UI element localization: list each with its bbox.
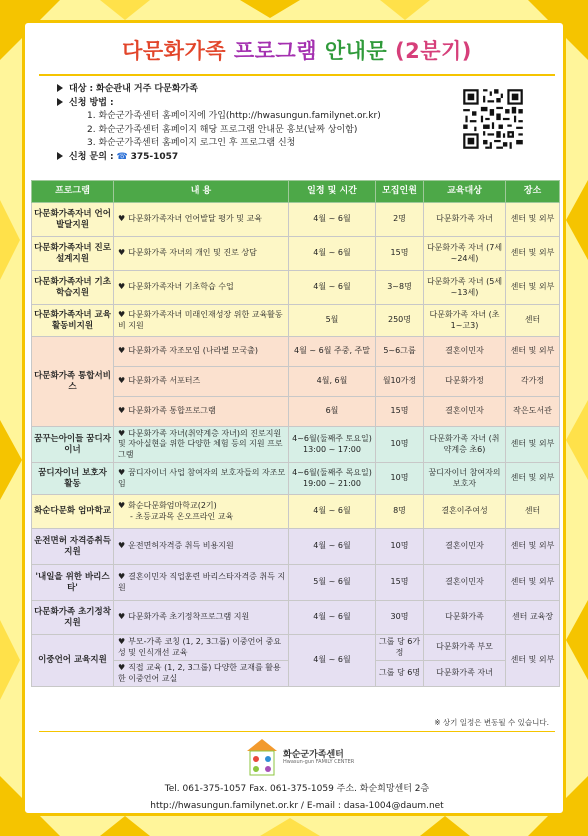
heart-icon: ♥ [118,541,126,551]
program-target: 다문화가족 [424,601,506,635]
heart-icon: ♥ [118,663,126,672]
heart-icon: ♥ [118,282,126,292]
program-place: 센터 및 외부 [506,271,560,305]
program-count: 그룹 당 6가정 [376,635,424,661]
phone-icon: ☎ [116,151,128,162]
program-count: 10명 [376,529,424,565]
program-target: 다문화가족 자녀 (초1~고3) [424,305,506,337]
program-target: 결혼이민자 [424,565,506,601]
title-part-multicultural: 다문화가족 [122,39,227,63]
program-name: 다문화가족자녀 교육활동비지원 [32,305,114,337]
program-schedule: 4월 ~ 6월 [289,495,376,529]
program-place: 센터 및 외부 [506,203,560,237]
method-step-1: 1. 화순군가족센터 홈페이지에 가입(http://hwasungun.familynet.or.kr) [87,111,381,121]
org-name: 화순군가족센터 [283,750,344,760]
header-content: 내 용 [114,181,289,203]
content-text: 다문화가족자녀 기초학습 수업 [128,282,234,292]
content-text: 다문화가족 초기정착프로그램 지원 [128,612,250,622]
program-content [114,529,289,565]
header-place: 장소 [506,181,560,203]
program-count: 8명 [376,495,424,529]
program-target: 결혼이주여성 [424,495,506,529]
program-content [114,305,289,337]
program-name: 꿈디자이너 보호자 활동 [32,463,114,495]
program-schedule: 4월 ~ 6월 [289,601,376,635]
page-title [25,35,569,65]
table-row [32,337,560,367]
header-schedule: 일정 및 시간 [289,181,376,203]
program-count: 15명 [376,565,424,601]
content-text: 꿈디자이너 사업 참여자의 보호자들의 자조모임 [118,468,286,488]
house-logo-icon [245,737,279,777]
info-section [57,83,477,164]
program-count: 2명 [376,203,424,237]
program-target: 다문화가족 자녀 (5세~13세) [424,271,506,305]
program-content [114,367,289,397]
heart-icon: ♥ [118,428,126,438]
title-part-quarter: (2분기) [395,39,472,63]
content-text: 다문화가족 자녀(취약계층 자녀)의 진로지원 및 자아실현을 위한 다양한 체험 등의 지원 프로그램 [118,428,283,459]
program-place: 센터 [506,305,560,337]
program-place: 작은도서관 [506,397,560,427]
table-row [32,565,560,601]
target-value: 화순관내 거주 다문화가족 [96,84,198,94]
program-name: 화순다문화 엄마학교 [32,495,114,529]
content-text: 다문화가족 자조모임 (나라별 모국출) [128,346,258,356]
program-count: 5~6그룹 [376,337,424,367]
program-name: 이중언어 교육지원 [32,635,114,687]
program-target: 다문화가정 [424,367,506,397]
program-schedule: 4~6월(둘째주 토요일) 13:00 ~ 17:00 [289,427,376,463]
title-part-program: 프로그램 [233,39,318,63]
program-place: 센터 및 외부 [506,635,560,687]
program-target: 결혼이민자 [424,529,506,565]
heart-icon: ♥ [118,637,126,646]
program-count: 15명 [376,397,424,427]
program-count: 15명 [376,237,424,271]
info-inquiry [57,151,477,165]
program-name: 다문화가족자녀 언어발달지원 [32,203,114,237]
content-text: 운전면허자격증 취득 비용지원 [128,541,234,551]
table-row [32,427,560,463]
header-program: 프로그램 [32,181,114,203]
program-target: 꿈디자이너 참여자의 보호자 [424,463,506,495]
inquiry-label: 신청 문의 : [69,151,114,162]
table-row [32,271,560,305]
table-row [32,237,560,271]
program-name: 다문화가족자녀 진로설계지원 [32,237,114,271]
content-text: 다문화가족 자녀의 개인 및 진로 상담 [128,248,257,258]
content-text: 다문화가족 통합프로그램 [128,406,216,416]
table-row [32,203,560,237]
method-step-2: 2. 화순군가족센터 홈페이지 해당 프로그램 안내문 홍보(날짜 상이함) [87,124,358,135]
program-count: 10명 [376,427,424,463]
program-place: 센터 교육장 [506,601,560,635]
heart-icon: ♥ [118,248,126,258]
heart-icon: ♥ [118,406,126,416]
program-content [114,237,289,271]
program-schedule-table [31,180,560,687]
program-schedule: 4월 ~ 6월 [289,237,376,271]
program-place: 센터 및 외부 [506,237,560,271]
program-schedule: 6월 [289,397,376,427]
program-target: 결혼이민자 [424,397,506,427]
content-text: 결혼이민자 직업훈련 바리스타자격증 취득 지원 [118,572,286,592]
program-name: 다문화가족 통합서비스 [32,337,114,427]
program-place: 센터 [506,495,560,529]
program-schedule: 4월 ~ 6월 [289,271,376,305]
heart-icon: ♥ [118,214,126,224]
program-count: 그룹 당 6명 [376,661,424,687]
program-target: 다문화가족 자녀 (취약계층 초6) [424,427,506,463]
program-schedule: 4월, 6월 [289,367,376,397]
program-content [114,397,289,427]
program-place: 센터 및 외부 [506,337,560,367]
program-place: 센터 및 외부 [506,463,560,495]
bullet-icon [57,98,63,106]
heart-icon: ♥ [118,612,126,622]
content-text: 화순다문화엄마학교(2기) [128,501,217,510]
heart-icon: ♥ [118,310,126,319]
content-text: 부모-가족 코칭 (1, 2, 3그룹) 이중언어 중요성 및 인식개선 교육 [118,637,282,657]
program-schedule: 4월 ~ 6월 [289,203,376,237]
table-row [32,601,560,635]
program-content [114,635,289,661]
qr-code-icon[interactable] [461,87,525,151]
header-count: 모집인원 [376,181,424,203]
heart-icon: ♥ [118,346,126,356]
program-count: 30명 [376,601,424,635]
header-target: 교육대상 [424,181,506,203]
program-content [114,661,289,687]
program-name: 꿈꾸는아이들 꿈디자이너 [32,427,114,463]
org-subtitle: Hwasun-gun FAMILY CENTER [283,759,355,765]
table-header-row [32,181,560,203]
program-place: 센터 및 외부 [506,565,560,601]
program-place: 센터 및 외부 [506,427,560,463]
target-label: 대상 : [69,84,94,94]
content-text: 다문화가족자녀 미래인재성장 위한 교육활동비 지원 [118,310,283,330]
program-name: 다문화가족 초기정착지원 [32,601,114,635]
program-content [114,271,289,305]
program-count: 10명 [376,463,424,495]
program-place: 센터 및 외부 [506,529,560,565]
program-schedule: 4월 ~ 6월 [289,529,376,565]
program-name: 다문화가족자녀 기초학습지원 [32,271,114,305]
program-content [114,427,289,463]
method-label: 신청 방법 : [69,97,114,108]
program-count: 250명 [376,305,424,337]
program-target: 다문화가족 부모 [424,635,506,661]
program-schedule: 5월 ~ 6월 [289,565,376,601]
program-target: 결혼이민자 [424,337,506,367]
program-content [114,203,289,237]
table-row [32,635,560,661]
inquiry-value: 375-1057 [130,151,179,162]
program-content [114,601,289,635]
title-part-notice: 안내문 [324,39,388,63]
program-target: 다문화가족 자녀 [424,203,506,237]
table-row [32,305,560,337]
content-panel [22,20,566,816]
title-divider [39,74,555,76]
info-method [57,97,477,111]
program-target: 다문화가족 자녀 [424,661,506,687]
program-content [114,565,289,601]
footer-divider [39,731,555,732]
contact-info [25,781,569,815]
content-text: 다문화가족자녀 언어발달 평가 및 교육 [128,214,262,224]
program-content [114,495,289,529]
bullet-icon [57,84,63,92]
program-schedule: 4월 ~ 6월 [289,635,376,687]
program-schedule: 5월 [289,305,376,337]
program-content [114,463,289,495]
table-row [32,495,560,529]
contact-line-phone-address: Tel. 061-375-1057 Fax. 061-375-1059 주소. 화순희망센터 2층 [164,784,430,794]
program-schedule: 4월 ~ 6월 주중, 주말 [289,337,376,367]
method-step-3: 3. 화순군가족센터 홈페이지 로그인 후 프로그램 신청 [87,138,296,148]
program-count: 3~8명 [376,271,424,305]
table-row [32,463,560,495]
schedule-change-note: ※ 상기 일정은 변동될 수 있습니다. [434,718,549,727]
program-count: 월10가정 [376,367,424,397]
content-subtext: - 초등교과목 온오프라인 교육 [130,511,234,521]
content-text: 직접 교육 (1, 2, 3그룹) 다양한 교재를 활용한 이중언어 교실 [118,663,281,683]
contact-line-web-email[interactable]: http://hwasungun.familynet.or.kr / E-mail : dasa-1004@daum.net [150,801,444,811]
program-name: '내일을 위한 바리스타' [32,565,114,601]
family-center-logo [225,737,385,777]
program-content [114,337,289,367]
program-target: 다문화가족 자녀 (7세~24세) [424,237,506,271]
program-place: 각가정 [506,367,560,397]
program-name: 운전면허 자격증취득지원 [32,529,114,565]
bullet-icon [57,152,63,160]
info-target [57,83,477,97]
heart-icon: ♥ [118,468,126,477]
heart-icon: ♥ [118,376,126,386]
heart-icon: ♥ [118,501,126,510]
table-row [32,529,560,565]
content-text: 다문화가족 서포터즈 [128,376,201,386]
program-schedule: 4~6월(둘째주 목요일) 19:00 ~ 21:00 [289,463,376,495]
heart-icon: ♥ [118,572,126,581]
